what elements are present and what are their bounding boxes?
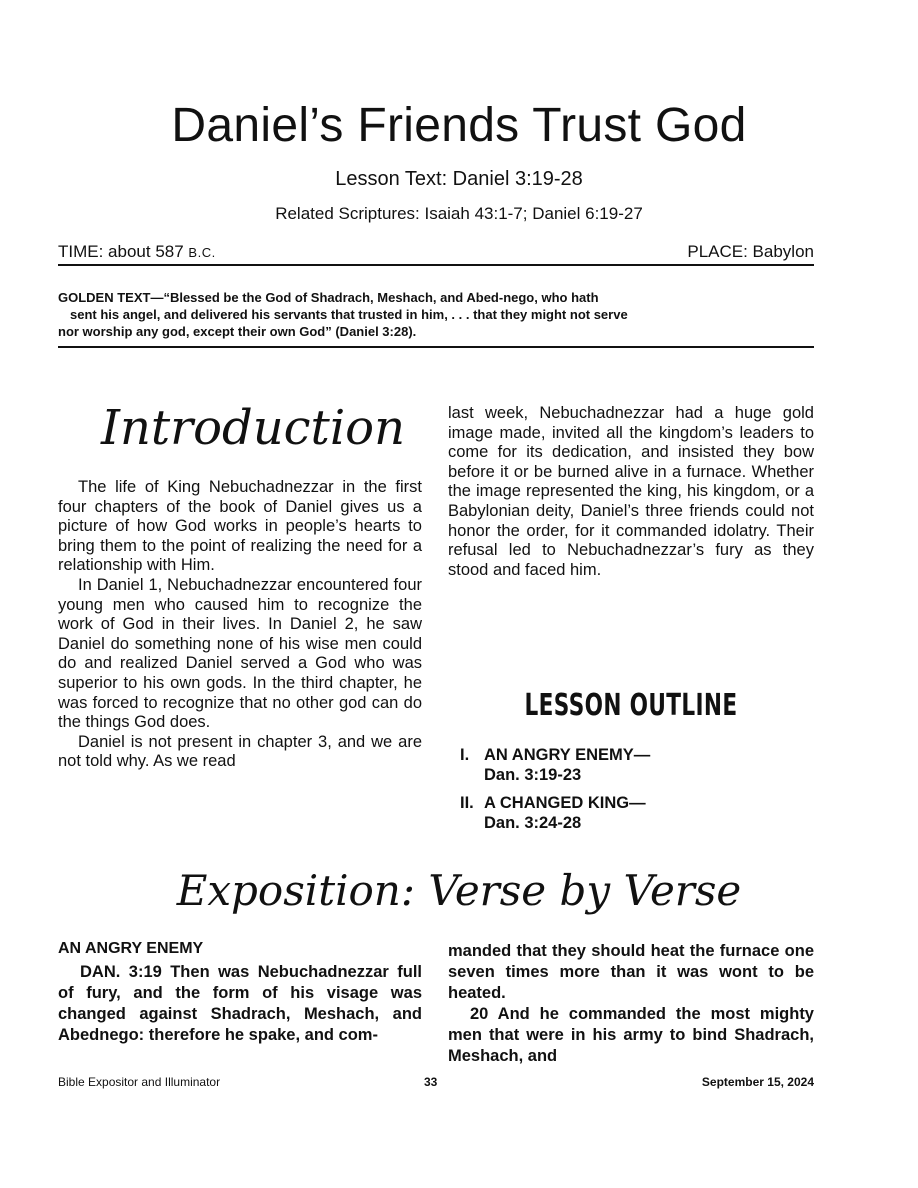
- outline-title: A CHANGED KING—: [484, 794, 646, 812]
- page-title: Daniel’s Friends Trust God: [171, 99, 747, 152]
- place-line: PLACE: Babylon: [687, 242, 814, 261]
- introduction-heading: Introduction: [101, 400, 405, 456]
- golden-text-line-3: nor worship any god, except their own God” (Daniel 3:28).: [58, 323, 417, 339]
- exposition-column-right: [448, 941, 814, 1067]
- golden-text-line-2: sent his angel, and delivered his servants that trusted in him, . . . that they might not serve: [70, 306, 628, 322]
- intro-paragraph: The life of King Nebuchadnezzar in the first four chapters of the book of Daniel gives us a picture of how God works in people’s hearts to bring them to the point of realizing the need for a relationship with Him.: [58, 478, 422, 575]
- time-line: [58, 242, 216, 262]
- introduction-column-right: [448, 404, 814, 580]
- time-label: TIME: about 587: [58, 242, 189, 261]
- outline-number: II.: [460, 794, 474, 812]
- section-heading: AN ANGRY ENEMY: [58, 940, 204, 957]
- golden-text-line-1: GOLDEN TEXT—“Blessed be the God of Shadrach, Meshach, and Abed-nego, who hath: [58, 290, 599, 305]
- exposition-column-left: [58, 962, 422, 1046]
- lesson-outline-heading: LESSON OUTLINE: [524, 688, 738, 723]
- outline-item: [460, 794, 646, 833]
- divider-bottom: [58, 346, 814, 348]
- intro-paragraph: Daniel is not present in chapter 3, and we are not told why. As we read: [58, 732, 422, 771]
- verse-text: manded that they should heat the furnace one seven times more than it was wont to be heated.: [448, 942, 814, 1002]
- introduction-column-left: [58, 478, 422, 772]
- divider-top: [58, 264, 814, 266]
- verse-text: DAN. 3:19 Then was Nebuchadnezzar full of fury, and the form of his visage was changed against Shadrach, Meshach, and Abednego: therefore he spake, and com-: [58, 963, 422, 1044]
- outline-reference: Dan. 3:19-23: [484, 765, 582, 784]
- golden-text: [58, 290, 814, 341]
- verse-text: 20 And he commanded the most mighty men that were in his army to bind Shadrach, Meshach, and: [448, 1005, 814, 1065]
- footer-page-number: 33: [424, 1075, 438, 1089]
- time-era: B.C.: [188, 245, 216, 260]
- footer-publication: Bible Expositor and Illuminator: [58, 1075, 221, 1089]
- outline-number: I.: [460, 746, 470, 764]
- outline-item: [460, 746, 650, 785]
- outline-reference: Dan. 3:24-28: [484, 813, 582, 832]
- intro-paragraph: In Daniel 1, Nebuchadnezzar encountered four young men who caused him to recognize the work of God in their lives. In Daniel 2, he saw Daniel do something none of his wise men could do and realized Daniel served a God who was superior to his own gods. In the third chapter, he was forced to recognize that no other god can do the things God does.: [58, 575, 422, 732]
- intro-paragraph: last week, Nebuchadnezzar had a huge gold image made, invited all the kingdom’s leaders to come for its dedication, and insisted they bow before it or be burned alive in a furnace. Whether the image represented the king, his kingdom, or a Babylonian deity, Daniel’s three friends could not honor the order, for it commanded idolatry. Their refusal led to Nebuchadnezzar’s fury as they stood and faced him.: [448, 404, 814, 579]
- outline-title: AN ANGRY ENEMY—: [484, 746, 651, 764]
- related-scriptures: Related Scriptures: Isaiah 43:1-7; Daniel 6:19-27: [275, 204, 643, 223]
- lesson-text: Lesson Text: Daniel 3:19-28: [335, 168, 583, 190]
- exposition-heading: Exposition: Verse by Verse: [176, 866, 742, 915]
- footer-date: September 15, 2024: [701, 1075, 814, 1089]
